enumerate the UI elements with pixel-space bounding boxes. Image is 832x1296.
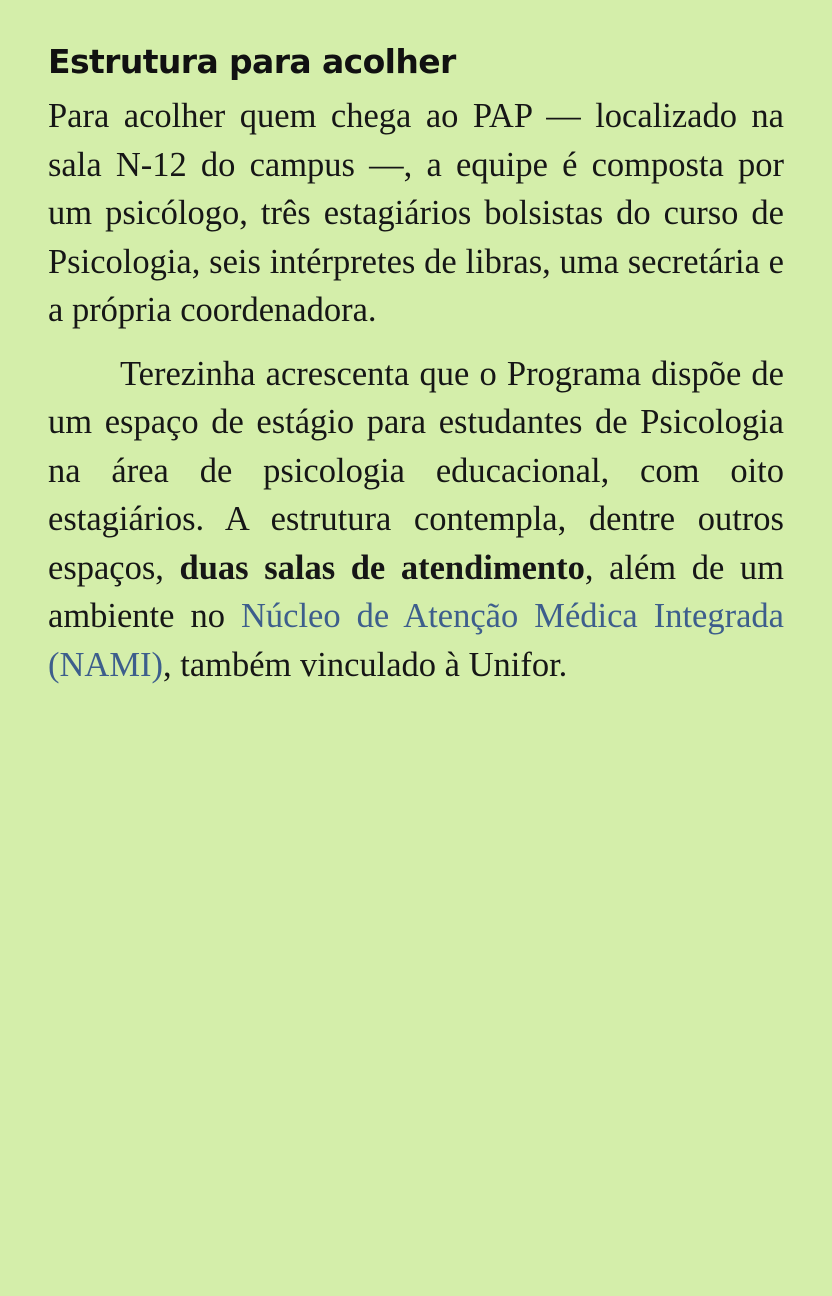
article-section [48, 38, 784, 689]
paragraph-text: , também vinculado à Unifor. [162, 645, 568, 684]
nami-link[interactable]: Núcleo de Atenção Médica Integrada (NAMI) [48, 597, 784, 684]
paragraph-text: , além de um ambiente no [48, 548, 784, 635]
paragraph-team: Para acolher quem chega ao PAP — localizado na sala N-12 do campus —, a equipe é composta por um psicólogo, três estagiários bolsistas do curso de Psicologia, seis intérpretes de libras, uma secretária e a própria coordenadora. [48, 97, 784, 329]
section-heading: Estrutura para acolher [48, 42, 456, 81]
paragraph-text: Terezinha acrescenta que o Programa dispõe de um espaço de estágio para estudantes de Psicologia na área de psicologia educacional, com oito estagiários. A estrutura contempla, dentre outros espaços, [48, 354, 784, 587]
emphasis-rooms: duas salas de atendimento [179, 548, 585, 587]
paragraph-structure [48, 350, 784, 690]
